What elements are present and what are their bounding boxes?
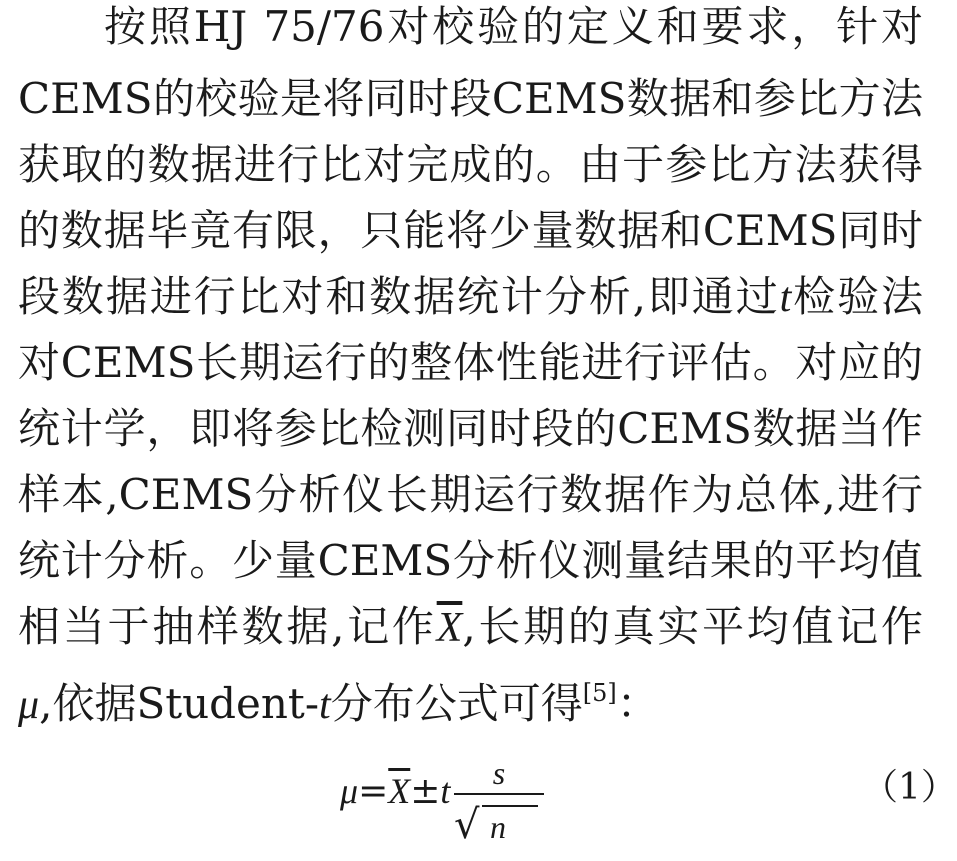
text-run: ,长期的真实平均值记作 bbox=[462, 602, 923, 651]
fraction-denominator bbox=[454, 799, 544, 851]
radicand-n: n bbox=[490, 809, 506, 845]
text-line-1: 按照HJ 75/76对校验的定义和要求，针对 bbox=[104, 2, 923, 51]
text-line-7: 统计学，即将参比检测同时段的CEMS数据当作 bbox=[18, 404, 923, 453]
mu-symbol: μ bbox=[18, 682, 40, 728]
text-run: 检验法 bbox=[791, 272, 923, 321]
text-line-3: 获取的数据进行比对完成的。由于参比方法获得 bbox=[18, 140, 923, 189]
equation-lhs bbox=[340, 771, 450, 812]
equals-sign: = bbox=[358, 771, 389, 812]
text-line-11 bbox=[18, 666, 923, 728]
text-line-10 bbox=[18, 600, 923, 654]
text-run: 段数据进行比对和数据统计分析,即通过 bbox=[18, 272, 780, 321]
text-line-9: 统计分析。少量CEMS分析仪测量结果的平均值 bbox=[18, 536, 923, 585]
text-run: ,依据Student- bbox=[39, 679, 320, 728]
text-line-6: 对CEMS长期运行的整体性能进行评估。对应的 bbox=[18, 338, 923, 387]
equation-1 bbox=[340, 755, 600, 855]
equation-number: （1） bbox=[862, 767, 957, 808]
equation-fraction bbox=[454, 755, 544, 855]
text-run: ： bbox=[616, 679, 659, 728]
text-line-2: CEMS的校验是将同时段CEMS数据和参比方法 bbox=[18, 74, 923, 123]
t-variable: t bbox=[779, 275, 792, 321]
text-line-5 bbox=[18, 270, 923, 324]
plus-minus-sign: ± bbox=[410, 771, 441, 812]
fraction-bar bbox=[454, 793, 544, 795]
t-variable: t bbox=[319, 682, 331, 728]
text-line-4: 的数据毕竟有限，只能将少量数据和CEMS同时 bbox=[18, 206, 923, 255]
text-line-8: 样本,CEMS分析仪长期运行数据作为总体,进行 bbox=[18, 470, 923, 519]
text-run: 相当于抽样数据,记作 bbox=[18, 602, 437, 651]
radical-sign: √ bbox=[454, 802, 480, 848]
fraction-numerator: s bbox=[492, 755, 506, 791]
citation-marker: [5] bbox=[582, 679, 617, 707]
x-bar-symbol: $\overline{X}$ bbox=[436, 605, 463, 651]
x-bar-symbol: $\overline{X}$ bbox=[388, 771, 411, 811]
mu-symbol: μ bbox=[340, 771, 359, 811]
t-variable: t bbox=[440, 771, 451, 811]
text-run: 分布公式可得 bbox=[330, 679, 583, 728]
